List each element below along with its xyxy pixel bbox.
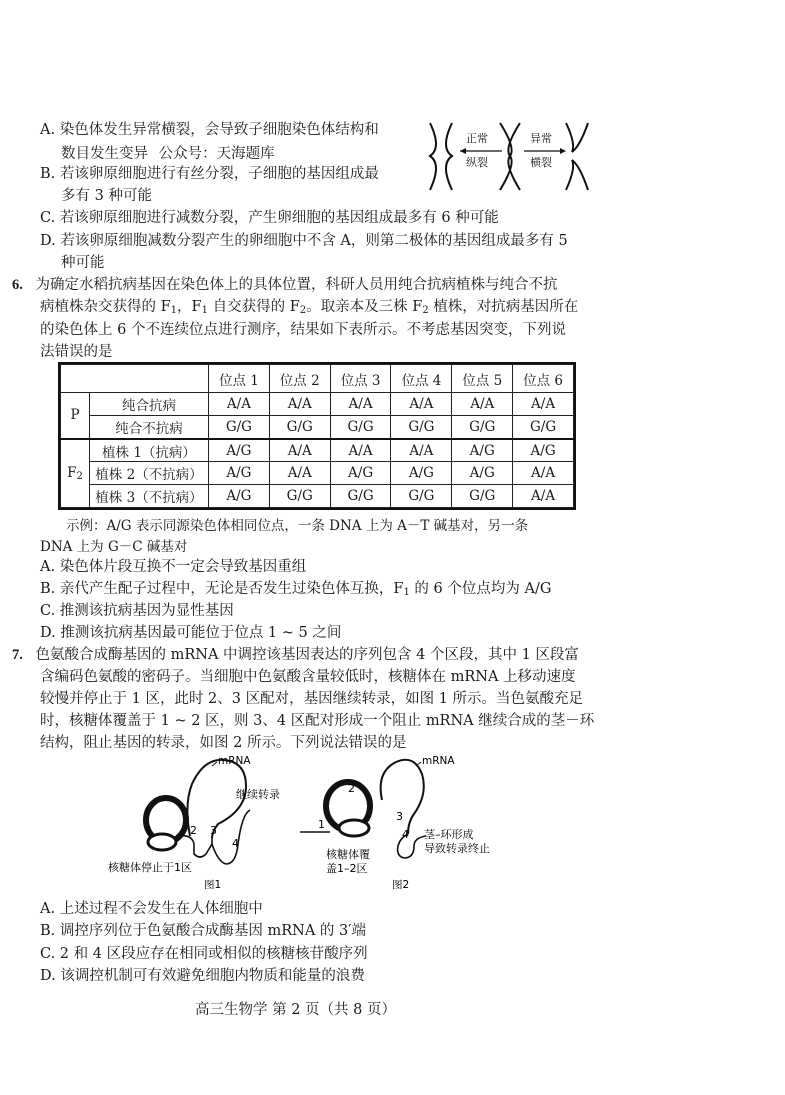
fig2-num-4: 4 xyxy=(402,828,409,841)
row-label: 植株 1（抗病） xyxy=(90,439,209,462)
fig2-stemloop-label-2: 导致转录终止 xyxy=(424,842,490,855)
q6-option-b-b: 的 6 个位点均为 A/G xyxy=(409,581,552,597)
q6-option-b-sub: 1 xyxy=(403,587,410,598)
row-label: 纯合不抗病 xyxy=(90,415,209,438)
fig2-mrna-label: mRNA xyxy=(422,755,455,767)
q5-option-b-line1: B. 若该卵原细胞进行有丝分裂，子细胞的基因组成最 xyxy=(40,166,379,182)
table-header: 位点 5 xyxy=(452,365,513,393)
table-cell: A/A xyxy=(513,485,574,508)
table-cell: A/A xyxy=(330,393,391,416)
q7-stem-line4: 时，核糖体覆盖于 1 ~ 2 区，则 3、4 区配对形成一个阻止 mRNA 继续合成的茎－环 xyxy=(40,713,595,729)
q5-option-d-line1: D. 若该卵原细胞减数分裂产生的卵细胞中不含 A，则第二极体的基因组成最多有 5 xyxy=(40,233,568,249)
q6-stem-2b: ，F xyxy=(177,299,202,315)
q6-option-b-a: B. 亲代产生配子过程中，无论是否发生过染色体互换，F xyxy=(40,581,404,597)
table-cell: G/G xyxy=(209,415,270,438)
q6-note-line2: DNA 上为 G－C 碱基对 xyxy=(40,539,188,555)
fig1-num-1: 1 xyxy=(146,824,153,837)
table-row xyxy=(61,393,574,416)
q6-stem-line4: 法错误的是 xyxy=(40,344,113,360)
q5-option-c: C. 若该卵原细胞进行减数分裂，产生卵细胞的基因组成最多有 6 种可能 xyxy=(40,210,499,226)
table-cell: G/G xyxy=(330,415,391,438)
page-footer: 高三生物学 第 2 页（共 8 页） xyxy=(195,1002,396,1018)
fig1-title: 图1 xyxy=(204,879,222,890)
table-cell: A/A xyxy=(269,439,330,462)
table-cell: A/G xyxy=(513,439,574,462)
group-f-label: F xyxy=(67,464,77,481)
table-cell: A/A xyxy=(391,439,452,462)
fig1-mrna-tail xyxy=(212,810,250,864)
table-cell: A/A xyxy=(209,393,270,416)
q7-stem-line3: 较慢并停止于 1 区，此时 2、3 区配对，基因继续转录，如图 1 所示。当色氨酸充足 xyxy=(40,691,584,707)
table-cell: G/G xyxy=(513,415,574,438)
q6-sub2: 2 xyxy=(299,305,307,316)
q6-number: 6. xyxy=(12,277,23,293)
table-row xyxy=(61,415,574,438)
q6-stem-line2 xyxy=(40,297,578,321)
table-header-row xyxy=(61,365,574,393)
figure-1-diagram xyxy=(108,754,308,890)
group-f2-cell xyxy=(61,439,90,508)
table-cell: A/G xyxy=(209,485,270,508)
q6-option-a: A. 染色体片段互换不一定会导致基因重组 xyxy=(40,559,307,575)
q6-note-line1: 示例：A/G 表示同源染色体相同位点，一条 DNA 上为 A－T 碱基对，另一条 xyxy=(66,518,529,534)
fig2-stemloop-label-1: 茎–环形成 xyxy=(424,828,474,841)
q6-option-d: D. 推测该抗病基因最可能位于位点 1 ~ 5 之间 xyxy=(40,625,342,641)
q6-stem-line3: 的染色体上 6 个不连续位点进行测序，结果如下表所示。不考虑基因突变，下列说 xyxy=(40,322,566,338)
q7-stem-line2: 含编码色氨酸的密码子。当细胞中色氨酸含量较低时，核糖体在 mRNA 上移动速度 xyxy=(40,669,576,685)
table-cell: A/A xyxy=(330,439,391,462)
table-cell: A/A xyxy=(513,462,574,485)
table-cell: A/G xyxy=(391,462,452,485)
fig1-caption: 核糖体停止于1区 xyxy=(108,861,192,874)
q7-option-b: B. 调控序列位于色氨酸合成酶基因 mRNA 的 3′端 xyxy=(40,923,367,939)
fig1-num-4: 4 xyxy=(232,837,239,850)
group-f-sub: 2 xyxy=(76,470,83,482)
table-cell: G/G xyxy=(391,415,452,438)
table-cell: A/A xyxy=(269,393,330,416)
table-cell: G/G xyxy=(269,415,330,438)
q6-data-table xyxy=(58,362,576,510)
group-p-cell: P xyxy=(61,393,90,439)
q6-stem-2c: 自交获得的 F xyxy=(207,299,300,315)
q7-option-a: A. 上述过程不会发生在人体细胞中 xyxy=(40,901,263,917)
label-normal-2: 纵裂 xyxy=(466,156,488,169)
table-cell: A/G xyxy=(452,439,513,462)
q5-option-b-line2: 多有 3 种可能 xyxy=(61,188,152,204)
q7-option-c: C. 2 和 4 区段应存在相同或相似的核糖核苷酸序列 xyxy=(40,946,368,962)
q7-option-d: D. 该调控机制可有效避免细胞内物质和能量的浪费 xyxy=(40,968,365,984)
fig2-caption-2: 盖1–2区 xyxy=(326,862,368,875)
row-label: 纯合抗病 xyxy=(90,393,209,416)
label-abnormal-1: 异常 xyxy=(530,132,552,145)
table-cell: G/G xyxy=(452,485,513,508)
chromosome-middle xyxy=(500,123,520,190)
table-cell: A/G xyxy=(330,462,391,485)
table-cell: A/G xyxy=(209,462,270,485)
table-row xyxy=(61,485,574,508)
q6-stem-line1 xyxy=(12,275,557,295)
fig2-title: 图2 xyxy=(392,879,410,890)
table-corner-cell xyxy=(61,365,209,393)
fig1-num-2: 2 xyxy=(190,824,197,837)
chromosome-split-figure xyxy=(420,118,600,194)
q6-option-c: C. 推测该抗病基因为显性基因 xyxy=(40,603,234,619)
chromosome-before xyxy=(430,123,452,190)
table-cell: G/G xyxy=(330,485,391,508)
table-row xyxy=(61,462,574,485)
table-cell: A/G xyxy=(209,439,270,462)
table-header: 位点 2 xyxy=(269,365,330,393)
q7-stem-1: 色氨酸合成酶基因的 mRNA 中调控该基因表达的序列包含 4 个区段，其中 1 区段富 xyxy=(35,647,579,663)
label-normal-1: 正常 xyxy=(466,132,488,145)
q6-stem-1: 为确定水稻抗病基因在染色体上的具体位置，科研人员用纯合抗病植株与纯合不抗 xyxy=(35,277,558,293)
fig2-num-2: 2 xyxy=(348,782,355,795)
table-header: 位点 6 xyxy=(513,365,574,393)
q5-option-a-text: 数目发生变异 xyxy=(61,146,148,162)
q6-sub1: 1 xyxy=(170,305,178,316)
fig2-num-3: 3 xyxy=(396,810,403,823)
fig1-continue-label: 继续转录 xyxy=(236,788,280,801)
q6-stem-2d: 。取亲本及三株 F xyxy=(306,299,423,315)
fig1-num-3: 3 xyxy=(210,824,217,837)
q5-option-a-line1: A. 染色体发生异常横裂，会导致子细胞染色体结构和 xyxy=(40,122,379,138)
row-label: 植株 2（不抗病） xyxy=(90,462,209,485)
table-row xyxy=(61,439,574,462)
row-label: 植株 3（不抗病） xyxy=(90,485,209,508)
table-cell: G/G xyxy=(391,485,452,508)
q6-sub1b: 1 xyxy=(201,305,208,316)
table-cell: A/G xyxy=(452,462,513,485)
q7-number: 7. xyxy=(12,647,23,663)
q7-stem-line1 xyxy=(12,645,579,665)
q6-stem-2a: 病植株杂交获得的 F xyxy=(40,299,171,315)
q6-option-b xyxy=(40,579,551,603)
q6-sub2b: 2 xyxy=(422,305,429,316)
chromosome-after xyxy=(566,123,588,190)
q5-option-a-line2 xyxy=(61,144,275,164)
fig2-caption-1: 核糖体覆 xyxy=(326,848,370,861)
fig2-num-1: 1 xyxy=(318,818,325,831)
q7-stem-line5: 结构，阻止基因的转录，如图 2 所示。下列说法错误的是 xyxy=(40,735,407,751)
table-cell: A/A xyxy=(391,393,452,416)
table-cell: A/A xyxy=(269,462,330,485)
fig1-mrna-pointer xyxy=(212,762,217,766)
table-header: 位点 3 xyxy=(330,365,391,393)
figure-2-diagram xyxy=(296,754,512,890)
watermark: 公众号：天海题库 xyxy=(158,146,275,162)
q5-option-d-line2: 种可能 xyxy=(61,255,105,271)
table-cell: G/G xyxy=(452,415,513,438)
table-cell: A/A xyxy=(513,393,574,416)
table-header: 位点 4 xyxy=(391,365,452,393)
table-cell: G/G xyxy=(269,485,330,508)
label-abnormal-2: 横裂 xyxy=(530,156,552,169)
fig1-mrna-label: mRNA xyxy=(218,755,251,767)
table-header: 位点 1 xyxy=(209,365,270,393)
q6-stem-2e: 植株，对抗病基因所在 xyxy=(428,299,579,315)
table-cell: A/A xyxy=(452,393,513,416)
